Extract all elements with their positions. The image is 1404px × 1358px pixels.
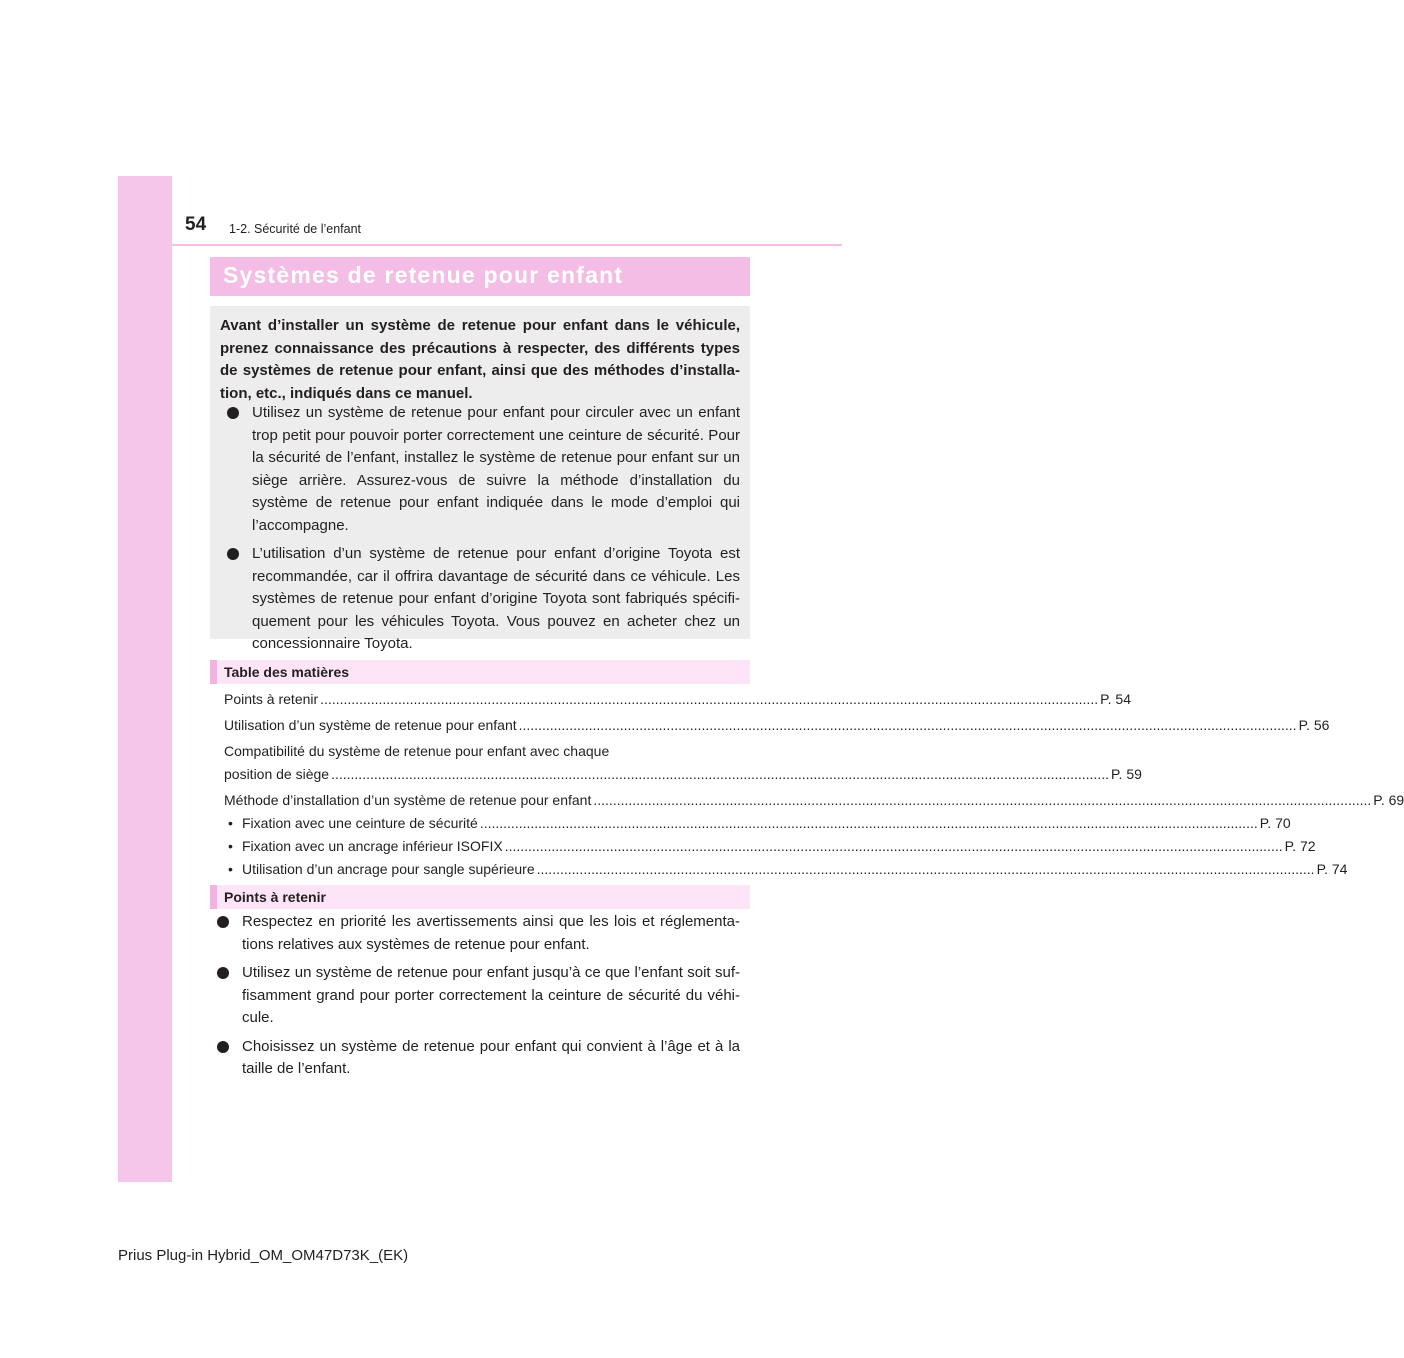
points-bullet-text: Utilisez un système de retenue pour enfant jusqu’à ce que l’enfant soit suffisamment grand pour porter correctement la ceinture de sécurité du véhicule. xyxy=(242,964,740,1026)
points-bullets xyxy=(210,911,750,1081)
bullet-dot-icon xyxy=(227,407,239,419)
toc-entry-label: Points à retenir xyxy=(224,691,319,707)
toc-subentry[interactable] xyxy=(224,858,1348,881)
toc-entry[interactable] xyxy=(224,763,1142,786)
bullet-dot-icon xyxy=(217,967,229,979)
toc-leader: ........................................................................................................................................................................................................ xyxy=(331,766,1110,782)
toc-entry-label-line1: Compatibilité du système de retenue pour enfant avec chaque xyxy=(224,743,610,759)
points-heading: Points à retenir xyxy=(224,889,326,905)
toc-subentry[interactable] xyxy=(224,835,1316,858)
header-rule xyxy=(172,244,842,246)
toc-entry-page: P. 70 xyxy=(1259,815,1291,831)
points-heading-bar xyxy=(210,885,750,909)
points-bullet-text: Choisissez un système de retenue pour enfant qui convient à l’âge et à la taille de l’enfant. xyxy=(242,1037,740,1077)
toc-entry-label: • Fixation avec une ceinture de sécurité xyxy=(228,812,478,835)
toc-entry-page: P. 59 xyxy=(1111,766,1142,782)
intro-bullet xyxy=(220,543,740,656)
toc-heading: Table des matières xyxy=(224,664,350,680)
bullet-dot-icon xyxy=(217,1041,229,1053)
page-footer: Prius Plug-in Hybrid_OM_OM47D73K_(EK) xyxy=(118,1247,409,1264)
toc-entry-page: P. 54 xyxy=(1100,691,1131,707)
toc-leader: ........................................................................................................................................................................................................ xyxy=(479,815,1258,831)
toc-leader: ........................................................................................................................................................................................................ xyxy=(504,838,1283,854)
toc-entry-page: P. 72 xyxy=(1284,838,1316,854)
intro-bullet xyxy=(220,402,740,537)
intro-text: Avant d’installer un système de retenue pour enfant dans le véhicule, prenez connaissance des précautions à respecter, des différents types de systèmes de retenue pour enfant, ainsi que des méthodes d’installation, etc., indiqués dans ce manuel. xyxy=(220,317,740,402)
table-of-contents xyxy=(224,688,1404,881)
section-reference: 1-2. Sécurité de l’enfant xyxy=(229,222,362,236)
intro-bullets xyxy=(220,402,740,656)
toc-entry[interactable] xyxy=(224,714,1330,737)
toc-entry-label: Utilisation d’un système de retenue pour enfant xyxy=(224,717,517,733)
toc-heading-bar xyxy=(210,660,750,684)
points-bullet xyxy=(210,962,750,1030)
toc-leader: ........................................................................................................................................................................................................ xyxy=(320,691,1099,707)
toc-entry-label: • Utilisation d’un ancrage pour sangle supérieure xyxy=(228,858,535,881)
toc-leader: ........................................................................................................................................................................................................ xyxy=(536,861,1315,877)
page-title-banner xyxy=(210,257,750,296)
points-bullet xyxy=(210,911,750,956)
page-number: 54 xyxy=(185,214,207,235)
toc-subentry[interactable] xyxy=(224,812,1291,835)
bullet-dot-icon xyxy=(227,548,239,560)
points-bullet-text: Respectez en priorité les avertissements ainsi que les lois et réglementations relatives aux systèmes de retenue pour enfant. xyxy=(242,913,740,953)
toc-entry-label: Méthode d’installation d’un système de retenue pour enfant xyxy=(224,792,592,808)
intro-box xyxy=(210,306,750,652)
toc-leader: ........................................................................................................................................................................................................ xyxy=(518,717,1297,733)
intro-bullet-text: L’utilisation d’un système de retenue pour enfant d’origine Toyota est recommandée, car il offrira davantage de sécurité dans ce véhicule. Les systèmes de retenue pour enfant d’origine Toyota sont fabriqués spécifiquement pour les véhicules Toyota. Vous pouvez en acheter chez un concessionnaire Toyota. xyxy=(252,545,740,652)
toc-entry-label: • Fixation avec un ancrage inférieur ISOFIX xyxy=(228,835,503,858)
toc-entry-label: position de siège xyxy=(224,766,330,782)
toc-entry-page: P. 69 xyxy=(1373,792,1404,808)
intro-bullet-text: Utilisez un système de retenue pour enfant pour circuler avec un enfant trop petit pour pouvoir porter correctement une ceinture de sécurité. Pour la sécurité de l’enfant, installez le système de retenue pour enfant sur un siège arrière. Assurez-vous de suivre la méthode d’installation du système de retenue pour enfant indiquée dans le mode d’emploi qui l’accompagne. xyxy=(252,404,740,534)
toc-entry-page: P. 74 xyxy=(1316,861,1348,877)
chapter-side-tab xyxy=(118,176,172,1182)
toc-entry[interactable] xyxy=(224,688,1131,711)
bullet-dot-icon xyxy=(217,916,229,928)
toc-entry[interactable] xyxy=(224,789,1404,812)
points-bullet xyxy=(210,1036,750,1081)
toc-entry-page: P. 56 xyxy=(1298,717,1330,733)
page-title: Systèmes de retenue pour enfant xyxy=(223,262,624,288)
toc-leader: ........................................................................................................................................................................................................ xyxy=(593,792,1372,808)
